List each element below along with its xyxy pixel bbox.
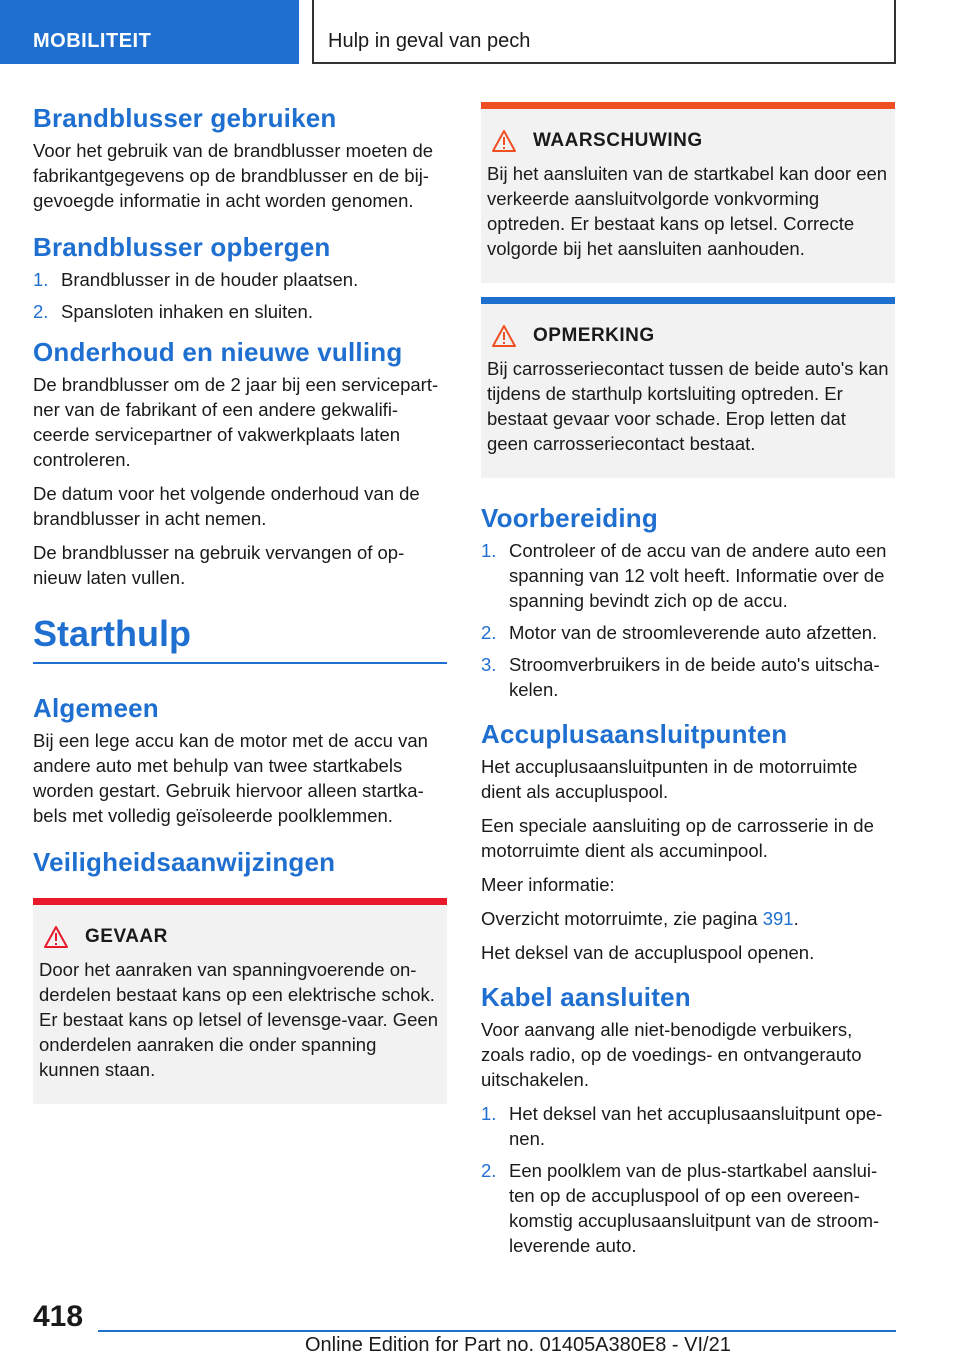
store-steps xyxy=(33,267,447,324)
notice-title: OPMERKING xyxy=(533,325,655,346)
list-item: 1. Het deksel van het accuplusaansluitpunt ope-nen. xyxy=(481,1103,883,1149)
chapter-tab xyxy=(312,0,896,64)
footer-divider xyxy=(98,1330,896,1332)
danger-box xyxy=(33,898,447,1104)
list-item: 1. Controleer of de accu van de andere auto een spanning van 12 volt heeft. Informatie over de spanning bevindt zich op de accu. xyxy=(481,540,887,611)
page-reference-link[interactable]: 391 xyxy=(762,908,794,929)
paragraph-points-2: Een speciale aansluiting op de carrosserie in de motorruimte dient als accuminpool. xyxy=(481,815,874,861)
warning-title: WAARSCHUWING xyxy=(533,130,703,151)
paragraph-use: Voor het gebruik van de brandblusser moeten de fabrikantgegevens op de brandblusser en de bij-gevoegde informatie in acht worden genomen. xyxy=(33,140,434,211)
paragraph-general: Bij een lege accu kan de motor met de accu van andere auto met behulp van twee startkabels worden gestart. Gebruik hiervoor alleen startka-bels met volledig geïsoleerde poolklemmen. xyxy=(33,730,428,826)
warning-triangle-icon xyxy=(491,129,517,153)
heading-starthulp: Starthulp xyxy=(33,612,447,664)
page-number: 418 xyxy=(33,1300,84,1333)
list-item: 1. Brandblusser in de houder plaatsen. xyxy=(33,269,359,290)
paragraph-maint-1: De brandblusser om de 2 jaar bij een servicepart-ner van de fabrikant of een andere gekwalifi-ceerde servicepartner of vakwerkplaats laten controleren. xyxy=(33,374,439,470)
heading-store: Brandblusser opbergen xyxy=(33,232,331,262)
notice-text: Bij carrosseriecontact tussen de beide auto's kan tijdens de starthulp kortsluiting optreden. Er bestaat gevaar voor schade. Erop letten dat geen carrosseriecontact bestaat. xyxy=(487,358,889,454)
list-item: 3. Stroomverbruikers in de beide auto's uitscha-kelen. xyxy=(481,654,880,700)
warning-text: Bij het aansluiten van de startkabel kan door een verkeerde aansluitvolgorde vonkvorming optreden. Er bestaat kans op letsel. Correcte volgorde bij het aansluiten aanhouden. xyxy=(487,163,888,259)
chapter-title: Hulp in geval van pech xyxy=(328,30,531,52)
list-item: 2. Motor van de stroomleverende auto afzetten. xyxy=(481,622,878,643)
section-title: MOBILITEIT xyxy=(33,30,152,52)
right-column xyxy=(481,102,895,1266)
paragraph-points-1: Het accuplusaansluitpunten in de motorruimte dient als accupluspool. xyxy=(481,756,858,802)
heading-preparation: Voorbereiding xyxy=(481,503,658,533)
heading-connect: Kabel aansluiten xyxy=(481,982,691,1012)
heading-points: Accuplusaansluitpunten xyxy=(481,719,788,749)
danger-title: GEVAAR xyxy=(85,926,168,947)
paragraph-points-3: Meer informatie: xyxy=(481,874,615,895)
paragraph-maint-3: De brandblusser na gebruik vervangen of op-nieuw laten vullen. xyxy=(33,542,405,588)
edition-text: Online Edition for Part no. 01405A380E8 - VI/21 xyxy=(305,1334,731,1356)
connect-steps xyxy=(481,1101,895,1258)
warning-box xyxy=(481,102,895,283)
notice-box xyxy=(481,297,895,478)
paragraph-maint-2: De datum voor het volgende onderhoud van de brandblusser in acht nemen. xyxy=(33,483,420,529)
warning-triangle-icon xyxy=(43,925,69,949)
prep-steps xyxy=(481,538,895,702)
warning-triangle-icon xyxy=(491,324,517,348)
left-column xyxy=(33,102,447,1118)
section-tab xyxy=(0,0,299,64)
danger-text: Door het aanraken van spanningvoerende on-derdelen bestaat kans op een elektrische schok. Er bestaat kans op letsel of levensge-vaar. Geen onderdelen aanraken die onder spanning kunnen staan. xyxy=(39,959,439,1080)
heading-safety: Veiligheidsaanwijzingen xyxy=(33,847,336,877)
list-item: 2. Een poolklem van de plus-startkabel aanslui-ten op de accupluspool of op een overeen-komstig accuplusaansluitpunt van de stroom-leverende auto. xyxy=(481,1160,880,1256)
heading-use: Brandblusser gebruiken xyxy=(33,103,337,133)
paragraph-points-5: Het deksel van de accupluspool openen. xyxy=(481,942,815,963)
list-item: 2. Spansloten inhaken en sluiten. xyxy=(33,301,313,322)
heading-general: Algemeen xyxy=(33,693,159,723)
heading-maintenance: Onderhoud en nieuwe vulling xyxy=(33,337,403,367)
paragraph-connect: Voor aanvang alle niet-benodigde verbuikers, zoals radio, op de voedings- en ontvangerauto uitschakelen. xyxy=(481,1019,862,1090)
paragraph-points-4: Overzicht motorruimte, zie pagina 391. xyxy=(481,908,799,929)
